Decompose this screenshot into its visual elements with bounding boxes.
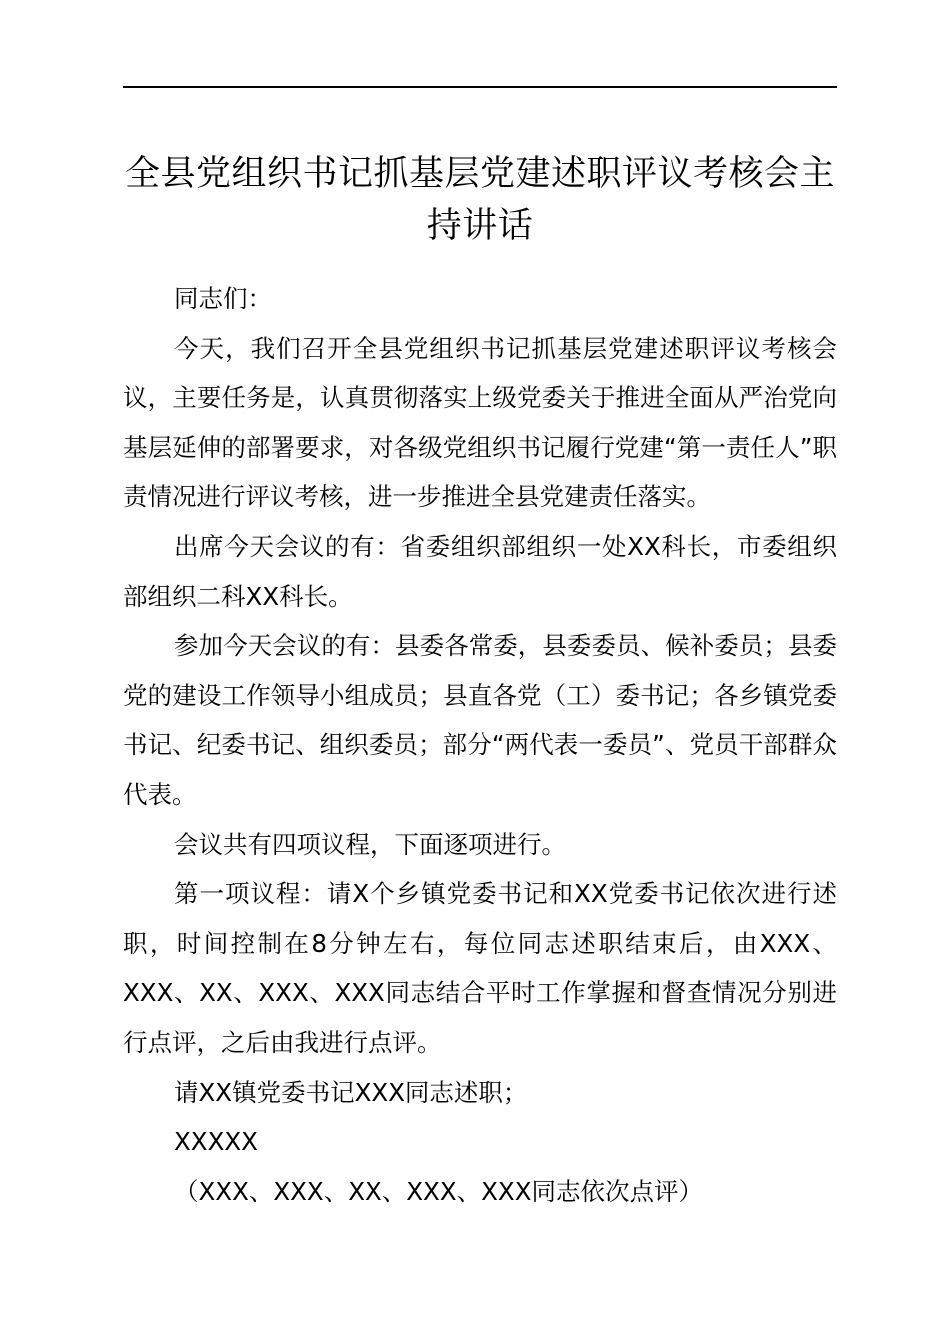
header-rule xyxy=(123,86,837,88)
paragraph-speaker-call: 请XX镇党委书记XXX同志述职； xyxy=(174,1077,528,1107)
paragraph-agenda-item-1: 第一项议程：请X个乡镇党委书记和XX党委书记依次进行述职，时间控制在8分钟左右，每位同志述职结束后，由XXX、XXX、XX、XXX、XXX同志结合平时工作掌握和督查情况分别进行点评，之后由我进行点评。 xyxy=(123,879,837,1057)
paragraph-agenda: 会议共有四项议程，下面逐项进行。 xyxy=(174,829,566,859)
document-body xyxy=(123,274,837,1216)
paragraph-review-note: （XXX、XXX、XX、XXX、XXX同志依次点评） xyxy=(174,1176,703,1206)
paragraph-attendees: 出席今天会议的有：省委组织部组织一处XX科长，市委组织部组织二科XX科长。 xyxy=(123,531,837,611)
paragraph-placeholder: XXXXX xyxy=(174,1127,258,1157)
title-line-2: 持讲话 xyxy=(426,206,534,246)
document-title xyxy=(110,148,850,252)
paragraph-intro: 今天，我们召开全县党组织书记抓基层党建述职评议考核会议，主要任务是，认真贯彻落实上级党委关于推进全面从严治党向基层延伸的部署要求，对各级党组织书记履行党建“第一责任人”职责情况进行评议考核，进一步推进全县党建责任落实。 xyxy=(123,333,837,512)
salutation: 同志们： xyxy=(174,284,272,313)
title-line-1: 全县党组织书记抓基层党建述职评议考核会主 xyxy=(124,154,835,194)
paragraph-participants: 参加今天会议的有：县委各常委，县委委员、候补委员；县委党的建设工作领导小组成员；县直各党（工）委书记；各乡镇党委书记、纪委书记、组织委员；部分“两代表一委员”、党员干部群众代表。 xyxy=(123,631,837,809)
